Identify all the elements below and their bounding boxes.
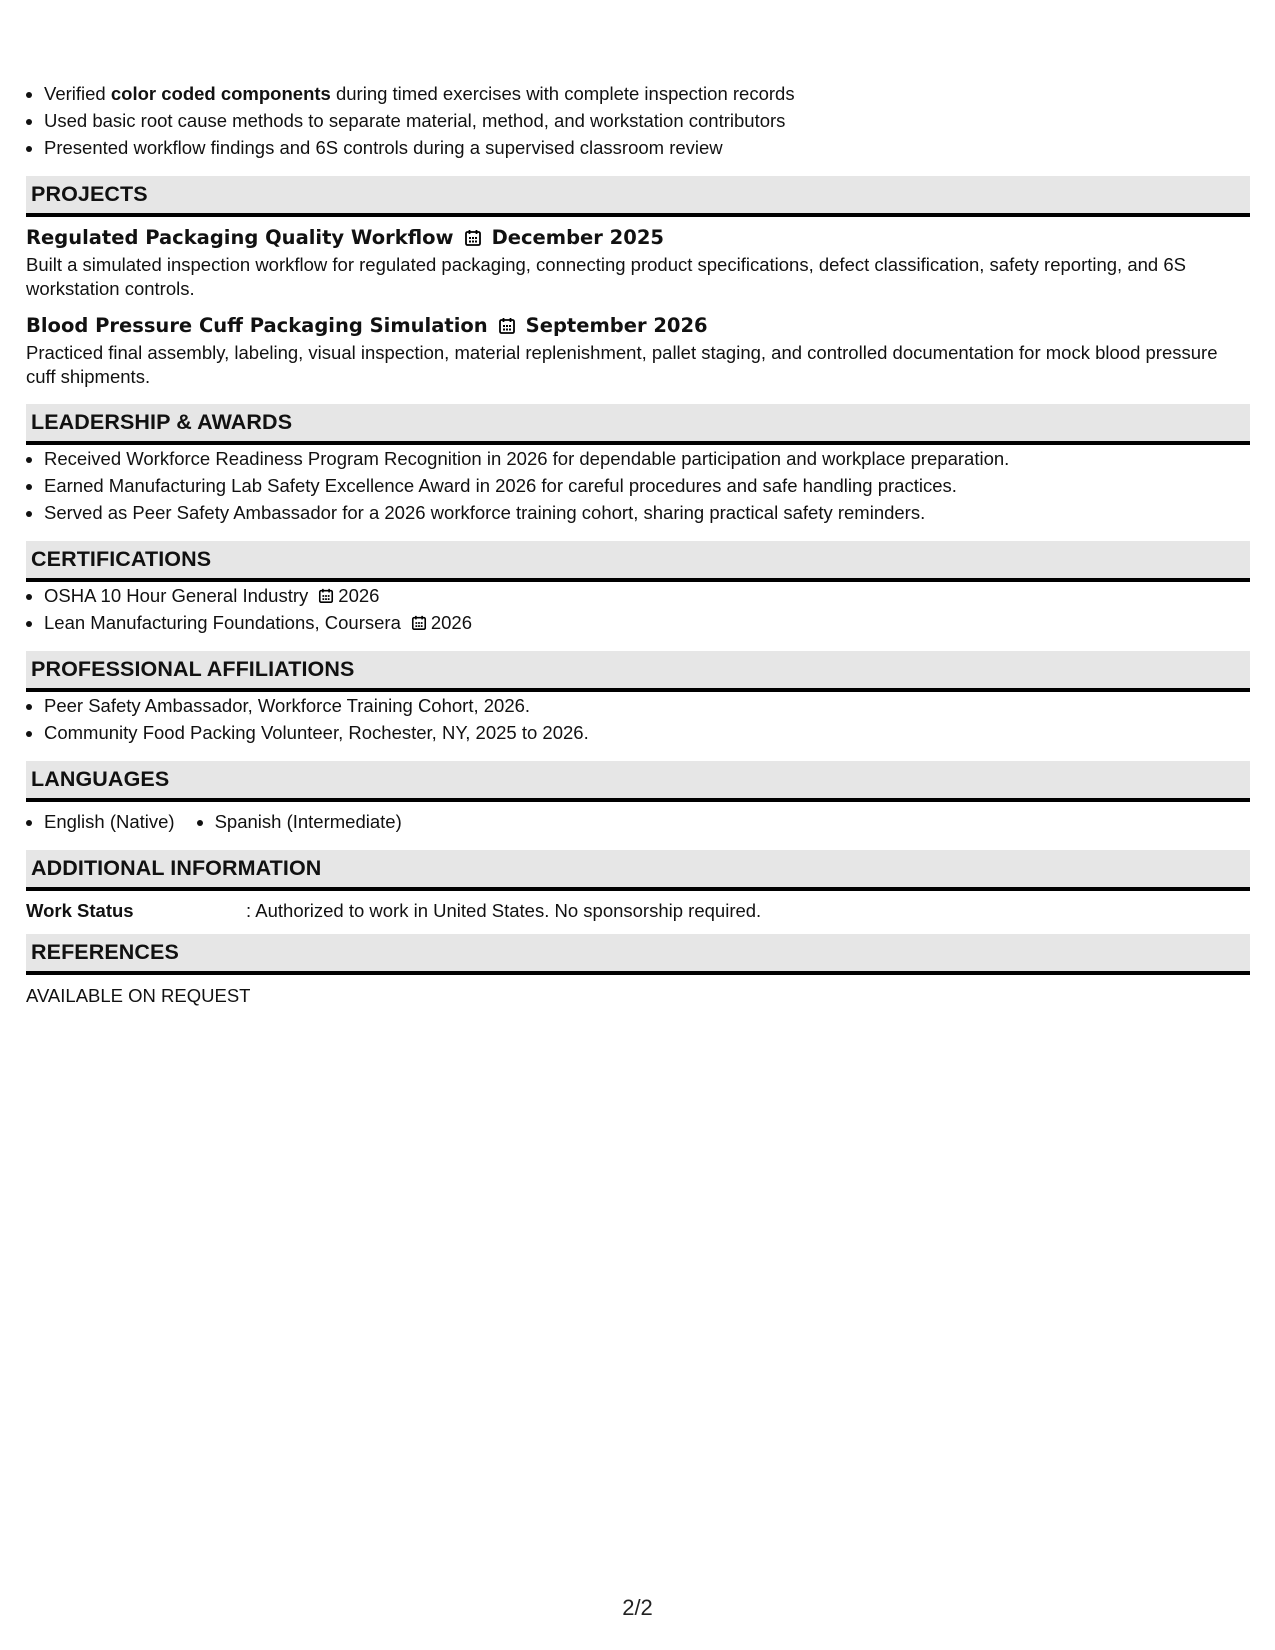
- project-date: December 2025: [491, 226, 664, 249]
- list-item: • Earned Manufacturing Lab Safety Excellence Award in 2026 for careful procedures and safe handling practices.: [44, 472, 1250, 499]
- page-number: 2/2: [622, 1595, 653, 1620]
- cert-name: Lean Manufacturing Foundations, Coursera: [44, 612, 401, 633]
- section-heading-projects: PROJECTS: [26, 176, 1250, 217]
- calendar-icon: [498, 317, 516, 335]
- calendar-icon: [464, 229, 482, 247]
- project-entry: [26, 223, 1250, 301]
- list-item: • Peer Safety Ambassador, Workforce Training Cohort, 2026.: [44, 692, 1250, 719]
- calendar-icon: [411, 615, 427, 631]
- section-heading-languages: LANGUAGES: [26, 761, 1250, 802]
- section-heading-certifications: CERTIFICATIONS: [26, 541, 1250, 582]
- cert-year: 2026: [338, 585, 380, 606]
- section-heading-affiliations: PROFESSIONAL AFFILIATIONS: [26, 651, 1250, 692]
- project-title: Blood Pressure Cuff Packaging Simulation: [26, 314, 488, 337]
- work-status-value: : Authorized to work in United States. No sponsorship required.: [246, 900, 762, 921]
- section-heading-additional: ADDITIONAL INFORMATION: [26, 850, 1250, 891]
- project-entry: [26, 311, 1250, 389]
- project-title: Regulated Packaging Quality Workflow: [26, 226, 454, 249]
- work-status-row: [26, 897, 1250, 924]
- list-item: • Received Workforce Readiness Program Recognition in 2026 for dependable participation and workplace preparation.: [44, 445, 1250, 472]
- project-description: Built a simulated inspection workflow for regulated packaging, connecting product specifications, defect classification, safety reporting, and 6S workstation controls.: [26, 254, 1186, 299]
- list-item: • Community Food Packing Volunteer, Rochester, NY, 2025 to 2026.: [44, 719, 1250, 746]
- affiliations-list: [26, 692, 1250, 746]
- calendar-icon: [318, 588, 334, 604]
- certifications-list: [26, 582, 1250, 636]
- list-item: • Used basic root cause methods to separate material, method, and workstation contributors: [44, 107, 1250, 134]
- leadership-list: [26, 445, 1250, 526]
- list-item: [44, 582, 1250, 609]
- cert-year: 2026: [430, 612, 473, 633]
- section-heading-leadership: LEADERSHIP & AWARDS: [26, 404, 1250, 445]
- section-heading-references: REFERENCES: [26, 934, 1250, 975]
- list-item: • Spanish (Intermediate): [215, 808, 402, 835]
- project-description: Practiced final assembly, labeling, visual inspection, material replenishment, pallet staging, and controlled documentation for mock blood pressure cuff shipments.: [26, 342, 1218, 387]
- list-item: • English (Native): [44, 808, 175, 835]
- list-item: [44, 609, 1250, 636]
- work-status-label: Work Status: [26, 900, 134, 921]
- list-item: • Served as Peer Safety Ambassador for a 2026 workforce training cohort, sharing practical safety reminders.: [44, 499, 1250, 526]
- resume-page: [26, 80, 1250, 1007]
- languages-list: [26, 808, 1250, 835]
- experience-bullets: [26, 80, 1250, 161]
- list-item: • Presented workflow findings and 6S controls during a supervised classroom review: [44, 134, 1250, 161]
- cert-name: OSHA 10 Hour General Industry: [44, 585, 309, 606]
- list-item: • Verified color coded components during timed exercises with complete inspection records: [44, 80, 1250, 107]
- references-text: AVAILABLE ON REQUEST: [26, 985, 251, 1006]
- project-date: September 2026: [525, 314, 708, 337]
